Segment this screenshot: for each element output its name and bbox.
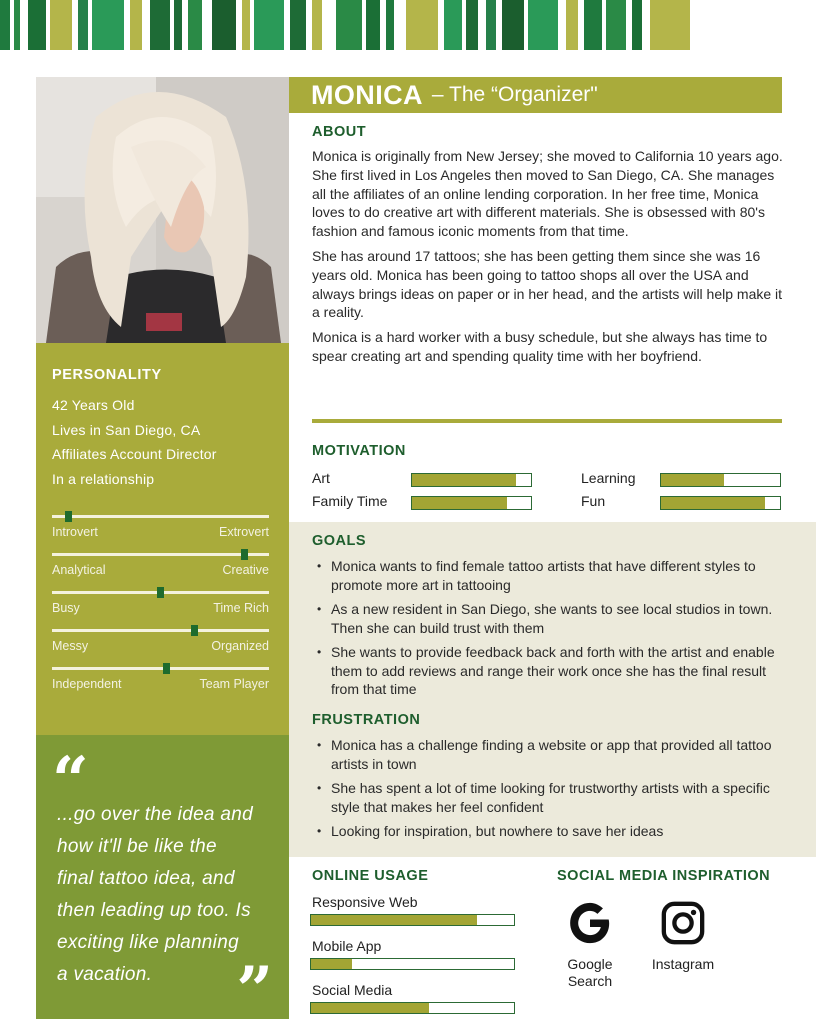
stripe xyxy=(202,0,212,50)
stripe xyxy=(642,0,650,50)
stripe xyxy=(142,0,150,50)
personality-slider xyxy=(52,629,269,667)
online-usage-section xyxy=(312,868,542,998)
instagram-icon xyxy=(660,900,706,946)
fact-location: Lives in San Diego, CA xyxy=(52,421,201,438)
slider-track xyxy=(52,667,269,670)
stripe xyxy=(78,0,88,50)
slider-left-label: Messy xyxy=(52,639,89,653)
left-column xyxy=(36,77,289,1024)
slider-marker xyxy=(191,625,198,636)
persona-name: MONICA xyxy=(311,79,423,110)
usage-bar-fill xyxy=(311,915,477,925)
slider-marker xyxy=(163,663,170,674)
persona-role: – The “Organizer" xyxy=(431,83,598,106)
stripe xyxy=(174,0,182,50)
usage-bar-fill xyxy=(311,1003,429,1013)
motivation-bar-fill xyxy=(661,474,724,486)
stripe xyxy=(366,0,380,50)
personality-slider xyxy=(52,553,269,591)
slider-track xyxy=(52,553,269,556)
frustration-list xyxy=(325,736,775,847)
fact-relationship: In a relationship xyxy=(52,470,155,487)
goal-item: • As a new resident in San Diego, she wants to see local studios in town. Then she can build trust with them xyxy=(325,600,775,637)
personality-section xyxy=(36,343,289,735)
stripe xyxy=(650,0,690,50)
close-quote-icon: ” xyxy=(236,953,273,1024)
motivation-label: Family Time xyxy=(312,493,388,509)
usage-label: Responsive Web xyxy=(312,894,418,910)
motivation-bar xyxy=(660,496,781,510)
motivation-bar xyxy=(411,473,532,487)
stripe xyxy=(584,0,602,50)
section-divider xyxy=(312,419,782,423)
social-instagram xyxy=(645,900,721,973)
stripe xyxy=(150,0,170,50)
slider-marker xyxy=(241,549,248,560)
slider-right-label: Organized xyxy=(211,639,269,653)
usage-bar xyxy=(310,914,515,926)
stripe xyxy=(406,0,438,50)
quote-line: final tattoo idea, and xyxy=(57,868,235,889)
stripe xyxy=(336,0,362,50)
goals-list xyxy=(325,557,775,705)
motivation-bar-fill xyxy=(661,497,765,509)
motivation-label: Art xyxy=(312,470,330,486)
social-media-section xyxy=(557,868,787,989)
stripe xyxy=(20,0,28,50)
stripe xyxy=(606,0,626,50)
google-search-label: Google Search xyxy=(567,956,613,989)
personality-slider xyxy=(52,591,269,629)
social-media-heading: SOCIAL MEDIA INSPIRATION xyxy=(557,868,771,884)
stripe xyxy=(290,0,306,50)
online-usage-heading: ONLINE USAGE xyxy=(312,868,429,884)
stripe xyxy=(254,0,284,50)
motivation-bar xyxy=(660,473,781,487)
decorative-stripe-banner xyxy=(0,0,816,50)
fact-age: 42 Years Old xyxy=(52,397,135,413)
stripe xyxy=(212,0,236,50)
slider-marker xyxy=(157,587,164,598)
slider-right-label: Extrovert xyxy=(218,525,269,539)
goal-item: • Monica wants to find female tattoo artists that have different styles to promote more art in tattooing xyxy=(325,557,775,594)
stripe xyxy=(242,0,250,50)
stripe xyxy=(92,0,124,50)
stripe xyxy=(0,0,10,50)
motivation-bar-fill xyxy=(412,497,507,509)
stripe xyxy=(130,0,142,50)
about-heading: ABOUT xyxy=(312,124,367,140)
google-icon xyxy=(567,900,613,946)
stripe xyxy=(312,0,322,50)
stripe xyxy=(188,0,202,50)
slider-right-label: Team Player xyxy=(199,677,269,691)
about-paragraph: Monica is originally from New Jersey; she moved to California 10 years ago. She first lived in Los Angeles then moved to San Diego, CA. She manages all the affiliates of an online lending corporation. In her free time, Monica loves to do creative art with different materials. She is obsessed with 80's fashion and famous iconic moments from that time. xyxy=(312,148,783,240)
personality-slider xyxy=(52,667,269,705)
stripe xyxy=(50,0,72,50)
stripe xyxy=(502,0,524,50)
frustration-heading: FRUSTRATION xyxy=(312,712,421,728)
stripe xyxy=(466,0,478,50)
slider-left-label: Busy xyxy=(52,601,80,615)
personality-heading: PERSONALITY xyxy=(52,367,162,383)
goals-frustration-panel xyxy=(289,522,816,857)
about-paragraph: She has around 17 tattoos; she has been getting them since she was 16 years old. Monica has been going to tattoo shops all over the USA and always brings ideas on paper or in her head, and the artists will help make it a reality. xyxy=(312,247,783,321)
personality-sliders xyxy=(52,515,269,705)
personality-slider xyxy=(52,515,269,553)
usage-bar-fill xyxy=(311,959,352,969)
stripe xyxy=(386,0,394,50)
open-quote-icon: “ xyxy=(52,743,89,818)
social-google xyxy=(557,900,623,990)
motivation-heading: MOTIVATION xyxy=(312,443,406,459)
slider-track xyxy=(52,629,269,632)
persona-photo xyxy=(36,77,289,343)
goal-item: • She wants to provide feedback back and forth with the artist and enable them to add reviews and range their work once she has the final result from that time xyxy=(325,643,775,699)
stripe xyxy=(322,0,336,50)
frustration-item: • Looking for inspiration, but nowhere to save her ideas xyxy=(325,822,775,841)
fact-occupation: Affiliates Account Director xyxy=(52,446,217,462)
usage-label: Mobile App xyxy=(312,938,382,954)
stripe xyxy=(444,0,462,50)
stripe xyxy=(394,0,406,50)
slider-marker xyxy=(65,511,72,522)
about-section xyxy=(312,124,784,366)
usage-bar xyxy=(310,958,515,970)
motivation-bar xyxy=(411,496,532,510)
motivation-label: Learning xyxy=(581,470,636,486)
stripe xyxy=(632,0,642,50)
persona-title-bar xyxy=(289,77,782,113)
motivation-bar-fill xyxy=(412,474,516,486)
slider-left-label: Introvert xyxy=(52,525,98,539)
stripe xyxy=(566,0,578,50)
slider-track xyxy=(52,515,269,518)
slider-left-label: Independent xyxy=(52,677,122,691)
motivation-label: Fun xyxy=(581,493,606,509)
quote-line: how it'll be like the xyxy=(57,836,217,857)
motivation-section xyxy=(312,443,782,509)
frustration-item: • She has spent a lot of time looking for trustworthy artists with a specific style that makes her feel confident xyxy=(325,779,775,816)
stripe xyxy=(486,0,496,50)
goals-heading: GOALS xyxy=(312,533,367,549)
stripe xyxy=(528,0,558,50)
quote-line: exciting like planning xyxy=(57,932,239,953)
quote-line: then leading up too. Is xyxy=(57,900,251,921)
quote-line: ...go over the idea and xyxy=(57,804,253,825)
slider-right-label: Time Rich xyxy=(213,601,269,615)
frustration-item: • Monica has a challenge finding a website or app that provided all tattoo artists in town xyxy=(325,736,775,773)
stripe xyxy=(28,0,46,50)
instagram-label: Instagram xyxy=(651,956,715,972)
slider-left-label: Analytical xyxy=(52,563,106,577)
quote-block xyxy=(36,735,289,1024)
usage-label: Social Media xyxy=(312,982,393,998)
stripe xyxy=(478,0,486,50)
about-paragraph: Monica is a hard worker with a busy schedule, but she always has time to spear creating art and spending quality time with her boyfriend. xyxy=(312,329,768,364)
stripe xyxy=(558,0,566,50)
quote-line: a vacation. xyxy=(57,964,153,985)
usage-bar xyxy=(310,1002,515,1014)
slider-right-label: Creative xyxy=(222,563,269,577)
